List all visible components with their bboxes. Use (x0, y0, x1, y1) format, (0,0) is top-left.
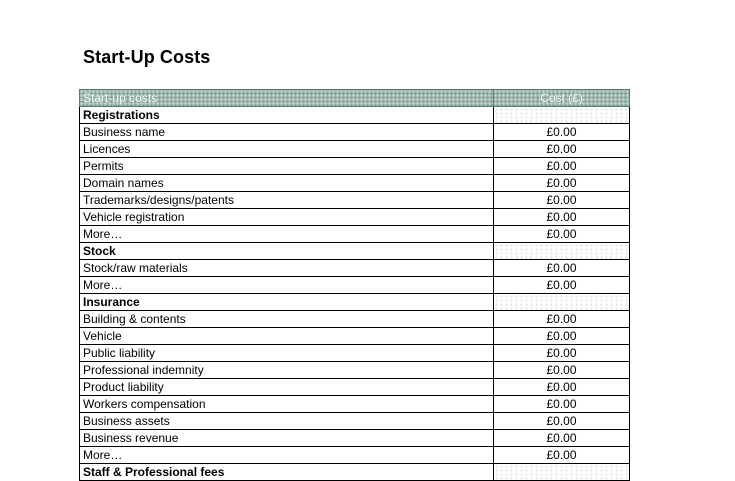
item-cost: £0.00 (494, 311, 630, 328)
table-row (80, 345, 630, 362)
table-row (80, 328, 630, 345)
item-label: Building & contents (80, 311, 494, 328)
item-cost: £0.00 (494, 158, 630, 175)
item-cost: £0.00 (494, 226, 630, 243)
item-label: Vehicle registration (80, 209, 494, 226)
item-label: Business assets (80, 413, 494, 430)
section-cost-cell (494, 107, 630, 124)
item-label: Licences (80, 141, 494, 158)
table-header (80, 90, 630, 107)
item-cost: £0.00 (494, 192, 630, 209)
item-label: More… (80, 277, 494, 294)
section-cost-cell (494, 294, 630, 311)
table-row (80, 260, 630, 277)
document-title: Start-Up Costs (83, 47, 211, 67)
header-cost: Cost (£) (494, 90, 630, 107)
item-cost: £0.00 (494, 362, 630, 379)
item-label: More… (80, 447, 494, 464)
item-cost: £0.00 (494, 430, 630, 447)
item-label: Professional indemnity (80, 362, 494, 379)
item-cost: £0.00 (494, 328, 630, 345)
table-row (80, 447, 630, 464)
section-row (80, 243, 630, 260)
table-row (80, 158, 630, 175)
table-row (80, 141, 630, 158)
section-row (80, 294, 630, 311)
table-row (80, 192, 630, 209)
table-row (80, 175, 630, 192)
section-row (80, 107, 630, 124)
item-cost: £0.00 (494, 396, 630, 413)
item-label: Product liability (80, 379, 494, 396)
table-row (80, 379, 630, 396)
table-row (80, 311, 630, 328)
section-label: Stock (80, 243, 494, 260)
item-cost: £0.00 (494, 209, 630, 226)
section-row (80, 464, 630, 481)
item-label: Trademarks/designs/patents (80, 192, 494, 209)
section-label: Registrations (80, 107, 494, 124)
item-cost: £0.00 (494, 260, 630, 277)
table-row (80, 209, 630, 226)
section-cost-cell (494, 464, 630, 481)
table-row (80, 277, 630, 294)
item-label: Workers compensation (80, 396, 494, 413)
item-cost: £0.00 (494, 379, 630, 396)
item-cost: £0.00 (494, 175, 630, 192)
item-cost: £0.00 (494, 124, 630, 141)
item-label: Business name (80, 124, 494, 141)
item-label: More… (80, 226, 494, 243)
item-cost: £0.00 (494, 413, 630, 430)
section-label: Insurance (80, 294, 494, 311)
item-cost: £0.00 (494, 345, 630, 362)
section-label: Staff & Professional fees (80, 464, 494, 481)
table-row (80, 362, 630, 379)
item-cost: £0.00 (494, 447, 630, 464)
table-row (80, 396, 630, 413)
table-row (80, 413, 630, 430)
header-row (80, 90, 630, 107)
item-label: Domain names (80, 175, 494, 192)
item-label: Vehicle (80, 328, 494, 345)
startup-costs-table (79, 89, 630, 481)
item-label: Business revenue (80, 430, 494, 447)
item-label: Stock/raw materials (80, 260, 494, 277)
header-startup-costs: Start-up costs (80, 90, 494, 107)
table-row (80, 430, 630, 447)
item-cost: £0.00 (494, 141, 630, 158)
table-row (80, 124, 630, 141)
table-row (80, 226, 630, 243)
table-body (80, 107, 630, 481)
item-label: Public liability (80, 345, 494, 362)
item-cost: £0.00 (494, 277, 630, 294)
section-cost-cell (494, 243, 630, 260)
item-label: Permits (80, 158, 494, 175)
